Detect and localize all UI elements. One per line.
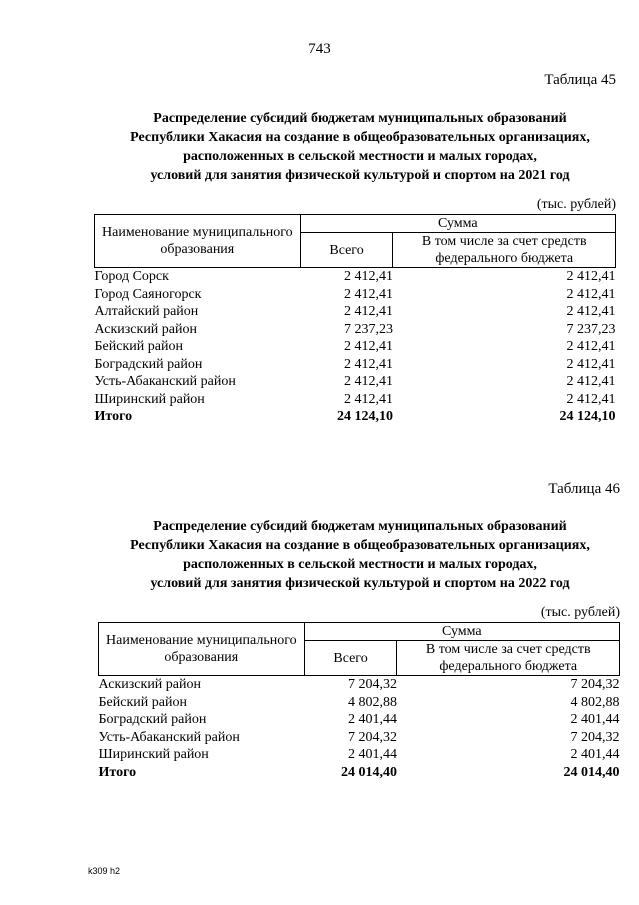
row-federal: 2 412,41 [566,269,616,284]
table-row [95,373,616,391]
row-total: 2 401,44 [347,712,397,727]
row-federal: 24 014,40 [563,764,620,780]
row-federal: 24 124,10 [559,409,616,424]
row-federal: 2 412,41 [566,339,616,354]
column-header-federal: В том числе за счет средств федерального бюджета [397,641,620,676]
table-row [99,711,620,729]
title-line: условий для занятия физической культурой и спортом на 2022 год [150,576,570,591]
title-line: Республики Хакасия на создание в общеобразовательных организациях, [130,130,590,145]
row-total: 2 412,41 [343,339,393,354]
title-line: расположенных в сельской местности и малых городах, [183,149,537,164]
table-row [99,746,620,764]
row-federal: 2 412,41 [566,356,616,372]
row-name: Усть-Абаканский район [98,729,240,745]
table-row [95,321,616,339]
column-header-total: Всего [300,233,393,268]
row-federal: 2 401,44 [570,747,620,762]
row-total: 24 014,40 [340,764,397,780]
row-federal: 2 412,41 [566,391,616,407]
row-total: 7 204,32 [347,729,397,745]
row-name: Бейский район [98,694,187,710]
title-line: условий для занятия физической культурой и спортом на 2021 год [150,168,570,183]
row-total: 2 412,41 [343,304,393,319]
row-total: 24 124,10 [336,409,393,424]
row-name: Боградский район [98,712,207,727]
total-row [95,408,616,426]
title-line: Распределение субсидий бюджетам муниципальных образований [153,519,567,534]
row-name: Город Саяногорск [94,286,202,302]
subsidy-table-2021 [94,214,616,426]
row-total: 2 412,41 [343,286,393,302]
row-total: 2 412,41 [343,269,393,284]
row-total: 7 204,32 [347,677,397,692]
table-row [99,729,620,747]
row-name: Аскизский район [98,677,201,692]
table-row [99,694,620,712]
column-header-total: Всего [304,641,397,676]
row-name: Город Сорск [94,269,169,284]
row-federal: 4 802,88 [570,694,620,710]
title-line: Распределение субсидий бюджетам муниципальных образований [153,111,567,126]
row-name: Бейский район [94,339,183,354]
row-name: Ширинский район [98,747,209,762]
row-federal: 7 204,32 [570,677,620,692]
row-total: 2 412,41 [343,356,393,372]
row-name: Аскизский район [94,321,197,337]
title-line: расположенных в сельской местности и малых городах, [183,557,537,572]
table-label: Таблица 45 [544,72,616,88]
units-label: (тыс. рублей) [536,197,616,212]
row-federal: 2 412,41 [566,374,616,389]
table-title [80,109,639,185]
row-total: 2 412,41 [343,391,393,407]
column-header-name: Наименование муниципального образования [99,623,305,676]
table-row [95,286,616,304]
row-federal: 2 412,41 [566,304,616,319]
row-total: 2 412,41 [343,374,393,389]
table-row [95,356,616,374]
row-name: Алтайский район [94,304,199,319]
subsidy-table-2022 [98,622,620,781]
column-header-sum: Сумма [300,215,615,233]
row-total: 2 401,44 [347,747,397,762]
table-row [99,676,620,694]
row-federal: 2 412,41 [566,286,616,302]
column-header-federal: В том числе за счет средств федерального бюджета [393,233,616,268]
column-header-sum: Сумма [304,623,619,641]
page-number: 743 [308,41,331,57]
row-federal: 2 401,44 [570,712,620,727]
row-federal: 7 204,32 [570,729,620,745]
row-total: 7 237,23 [343,321,393,337]
units-label: (тыс. рублей) [540,605,620,620]
column-header-name: Наименование муниципального образования [95,215,301,268]
table-label: Таблица 46 [548,481,620,497]
row-name: Усть-Абаканский район [94,374,236,389]
title-line: Республики Хакасия на создание в общеобразовательных организациях, [130,538,590,553]
row-name: Итого [94,409,133,424]
footer-code: k309 h2 [88,866,121,876]
row-name: Боградский район [94,356,203,372]
table-row [95,391,616,409]
table-row [95,268,616,286]
row-name: Итого [98,764,137,780]
row-total: 4 802,88 [347,694,397,710]
table-title [80,517,639,593]
total-row [99,764,620,782]
table-row [95,303,616,321]
row-name: Ширинский район [94,391,205,407]
table-row [95,338,616,356]
row-federal: 7 237,23 [566,321,616,337]
